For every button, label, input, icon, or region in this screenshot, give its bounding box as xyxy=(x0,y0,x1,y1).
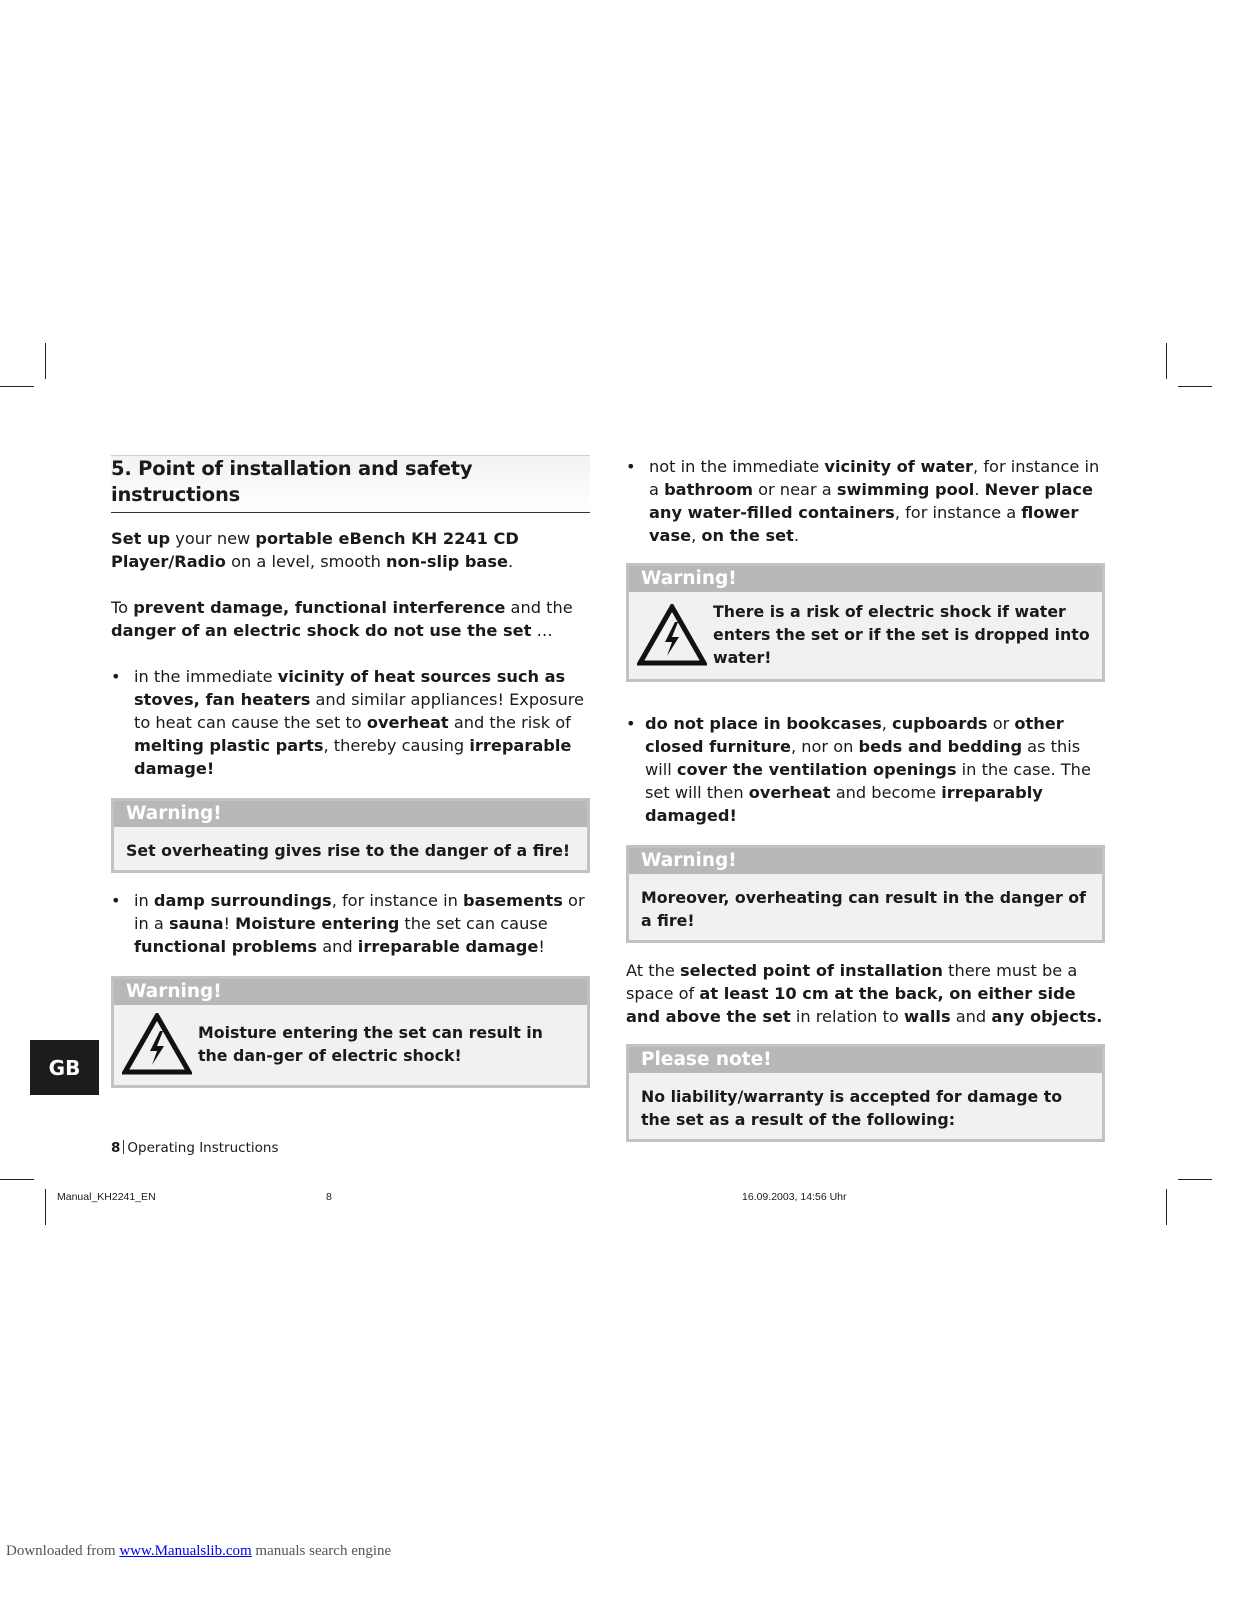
note-box xyxy=(626,1044,1105,1142)
warning-text: There is a risk of electric shock if water enters the set or if the set is dropped into water! xyxy=(713,602,1090,667)
bullet-icon: • xyxy=(626,457,636,476)
language-tab: GB xyxy=(30,1040,99,1095)
intro-paragraph: Set up your new portable eBench KH 2241 CD Player/Radio on a level, smooth non-slip base. xyxy=(111,529,519,571)
electric-shock-warning-icon xyxy=(637,604,707,666)
footer-label: Operating Instructions xyxy=(127,1140,279,1156)
crop-mark xyxy=(45,1189,46,1225)
page-number: 8 xyxy=(111,1140,121,1156)
warning-box-fire xyxy=(111,798,590,873)
warning-title: Warning! xyxy=(629,848,1102,874)
warning-title: Warning! xyxy=(629,566,1102,592)
warning-body xyxy=(629,592,1102,679)
left-column xyxy=(111,455,590,1104)
warning-box-moisture xyxy=(111,976,590,1088)
warning-box-water xyxy=(626,563,1105,682)
crop-mark xyxy=(1178,386,1212,387)
crop-mark xyxy=(45,343,46,379)
warning-title: Warning! xyxy=(114,979,587,1005)
note-title: Please note! xyxy=(629,1047,1102,1073)
print-page-number: 8 xyxy=(326,1191,332,1203)
warning-text: Moisture entering the set can result in the dan-ger of electric shock! xyxy=(198,1023,543,1065)
crop-mark xyxy=(1178,1179,1212,1180)
download-notice: Downloaded from www.Manualslib.com manuals search engine xyxy=(6,1543,392,1559)
bullet-icon: • xyxy=(111,891,121,910)
note-text: No liability/warranty is accepted for damage to the set as a result of the following: xyxy=(641,1087,1063,1129)
crop-mark xyxy=(0,386,34,387)
print-file-name: Manual_KH2241_EN xyxy=(57,1191,156,1203)
crop-mark xyxy=(0,1179,34,1180)
manualslib-link[interactable]: www.Manualslib.com xyxy=(119,1543,252,1559)
list-item-heat: • in the immediate vicinity of heat sources such as stoves, fan heaters and similar appliances! Exposure to heat can cause the set to overheat and the risk of melting plastic parts, thereby causing irreparable damage! xyxy=(111,667,585,778)
list-item-water: • not in the immediate vicinity of water, for instance in a bathroom or near a swimming pool. Never place any water-filled containers, for instance a flower vase, on the set. xyxy=(626,457,1100,545)
section-title: 5. Point of installation and safety instructions xyxy=(111,455,590,513)
warning-text: Moreover, overheating can result in the danger of a fire! xyxy=(641,888,1087,930)
print-date: 16.09.2003, 14:56 Uhr xyxy=(742,1191,847,1203)
page-footer xyxy=(111,1140,278,1156)
warning-body xyxy=(114,1005,587,1085)
spacing-paragraph: At the selected point of installation there must be a space of at least 10 cm at the back, on either side and above the set in relation to walls and any objects. xyxy=(626,961,1103,1026)
footer-separator xyxy=(123,1140,124,1154)
crop-mark xyxy=(1166,343,1167,379)
warning-box-overheat xyxy=(626,845,1105,943)
crop-mark xyxy=(1166,1189,1167,1225)
bullet-icon: • xyxy=(111,667,121,686)
warning-title: Warning! xyxy=(114,801,587,827)
electric-shock-warning-icon xyxy=(122,1013,192,1075)
warning-text: Set overheating gives rise to the danger of a fire! xyxy=(126,841,571,860)
list-item-furniture: • do not place in bookcases, cupboards or other closed furniture, nor on beds and bedding as this will cover the ventilation openings in the case. The set will then overheat and become irreparably damaged! xyxy=(626,714,1091,825)
bullet-icon: • xyxy=(626,714,636,733)
list-item-damp: • in damp surroundings, for instance in basements or in a sauna! Moisture entering the set can cause functional problems and irreparable damage! xyxy=(111,891,585,956)
danger-paragraph: To prevent damage, functional interference and the danger of an electric shock do not use the set … xyxy=(111,598,573,640)
right-column xyxy=(626,455,1105,1158)
